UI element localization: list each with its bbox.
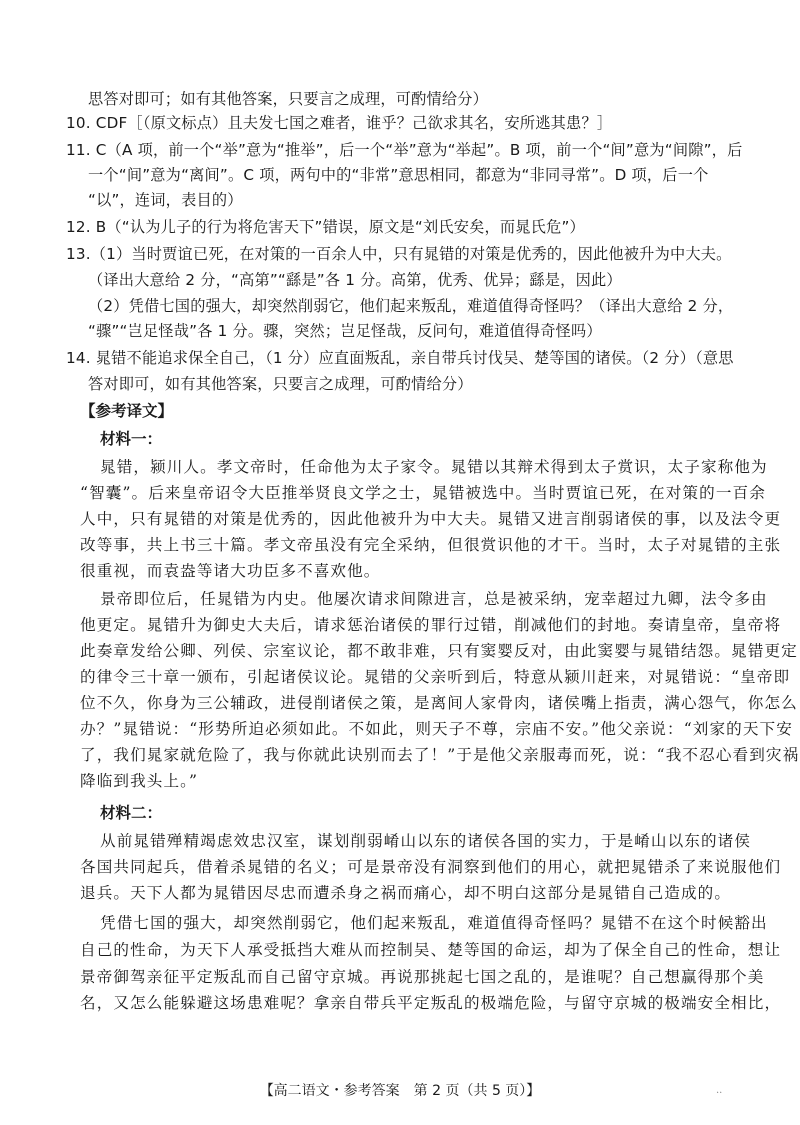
material-2-title: 材料二：	[100, 804, 163, 822]
material-1-line: 了，我们晁家就危险了，我与你就此诀别而去了！”于是他父亲服毒而死，说：“我不忍心看到灾祸	[80, 746, 800, 764]
answer-14: 14. 晁错不能追求保全自己，（1 分）应直面叛乱，亲自带兵讨伐吴、楚等国的诸侯。（2 分）（意思	[66, 349, 734, 367]
material-1-line: 此奏章发给公卿、列侯、宗室议论，都不敢非难，只有窦婴反对，由此窦婴与晁错结怨。晁错更定	[80, 642, 798, 660]
material-1-line: 降临到我头上。”	[80, 772, 199, 790]
page-footer: 【高二语文・参考答案 第 2 页（共 5 页）】	[259, 1083, 541, 1099]
answer-12: 12. B（“认为儿子的行为将危害天下”错误，原文是“刘氏安矣，而晁氏危”）	[66, 218, 585, 236]
material-1-title: 材料一：	[100, 430, 163, 448]
material-2-line: 凭借七国的强大，却突然削弱它，他们起来叛乱，难道值得奇怪吗？晁错不在这个时候豁出	[100, 914, 768, 932]
section-title: 【参考译文】	[80, 402, 174, 420]
material-1-line: 办？”晁错说：“形势所迫必须如此。不如此，则天子不尊，宗庙不安。”他父亲说：“刘家的天下安	[80, 720, 793, 738]
material-1-line: 位不久，你身为三公辅政，进侵削诸侯之策，是离间人家骨肉，诸侯嘴上指责，满心怨气，你怎么	[80, 694, 798, 712]
material-1-line: 晁错，颍川人。孝文帝时，任命他为太子家令。晁错以其辩术得到太子赏识，太子家称他为	[100, 458, 768, 476]
material-1-line: 他更定。晁错升为御史大夫后，请求惩治诸侯的罪行过错，削减他们的封地。奏请皇帝，皇帝将	[80, 616, 782, 634]
material-2-line: 各国共同起兵，借着杀晁错的名义；可是景帝没有洞察到他们的用心，就把晁错杀了来说服他们	[80, 858, 782, 876]
material-1-line: 人中，只有晁错的对策是优秀的，因此他被升为中大夫。晁错又进言削弱诸侯的事，以及法令更	[80, 510, 782, 528]
answer-11: 11. C（A 项，前一个“举”意为“推举”，后一个“举”意为“举起”。B 项，前一个“间”意为“间隙”，后	[66, 141, 743, 159]
material-2-line: 名，又怎么能躲避这场患难呢？拿亲自带兵平定叛乱的极端危险，与留守京城的极端安全相比，	[80, 994, 782, 1012]
answer-13-part-1: 13.（1）当时贾谊已死，在对策的一百余人中，只有晁错的对策是优秀的，因此他被升为中大夫。	[66, 245, 732, 263]
scan-mark: ..	[716, 1085, 723, 1096]
material-2-line: 从前晁错殚精竭虑效忠汉室，谋划削弱崤山以东的诸侯各国的实力，于是崤山以东的诸侯	[100, 832, 752, 850]
material-2-line: 自己的性命，为天下人承受抵挡大难从而控制吴、楚等国的命运，却为了保全自己的性命，想让	[80, 941, 782, 959]
material-1-line: 的律令三十章一颁布，引起诸侯议论。晁错的父亲听到后，特意从颍川赶来，对晁错说：“皇帝即	[80, 668, 791, 686]
material-1-line: 很重视，而袁盎等诸大功臣多不喜欢他。	[80, 562, 381, 580]
answer-13-part-2-scoring: “骤”“岂足怪哉”各 1 分。骤，突然；岂足怪哉，反问句，难道值得奇怪吗）	[88, 322, 602, 340]
material-1-line: “智囊”。后来皇帝诏令大臣推举贤良文学之士，晁错被选中。当时贾谊已死，在对策的一百余	[80, 484, 766, 502]
answer-13-part-1-scoring: （译出大意给 2 分，“高第”“繇是”各 1 分。高第，优秀、优异；繇是，因此）	[88, 271, 622, 289]
answer-14-line-2: 答对即可，如有其他答案，只要言之成理，可酌情给分）	[88, 375, 473, 393]
answer-10: 10. CDF［（原文标点）且夫发七国之难者，谁乎？己欲求其名，安所逃其患？］	[66, 114, 613, 132]
material-1-line: 景帝即位后，任晁错为内史。他屡次请求间隙进言，总是被采纳，宠幸超过九卿，法令多由	[100, 590, 768, 608]
answer-13-part-2: （2）凭借七国的强大，却突然削弱它，他们起来叛乱，难道值得奇怪吗？（译出大意给 2 分，	[88, 297, 734, 315]
material-2-line: 景帝御驾亲征平定叛乱而自己留守京城。再说那挑起七国之乱的，是谁呢？自己想赢得那个美	[80, 968, 765, 986]
material-1-line: 改等事，共上书三十篇。孝文帝虽没有完全采纳，但很赏识他的才干。当时，太子对晁错的主张	[80, 536, 782, 554]
material-2-line: 退兵。天下人都为晁错因尽忠而遭杀身之祸而痛心，却不明白这部分是晁错自己造成的。	[80, 884, 732, 902]
answer-11-line-2: 一个“间”意为“离间”。C 项，两句中的“非常”意思相同，都意为“非同寻常”。D 项，后一个	[88, 166, 709, 184]
answer-line-continuation: 思答对即可；如有其他答案，只要言之成理，可酌情给分）	[88, 90, 489, 108]
answer-11-line-3: “以”，连词，表目的）	[88, 191, 243, 209]
